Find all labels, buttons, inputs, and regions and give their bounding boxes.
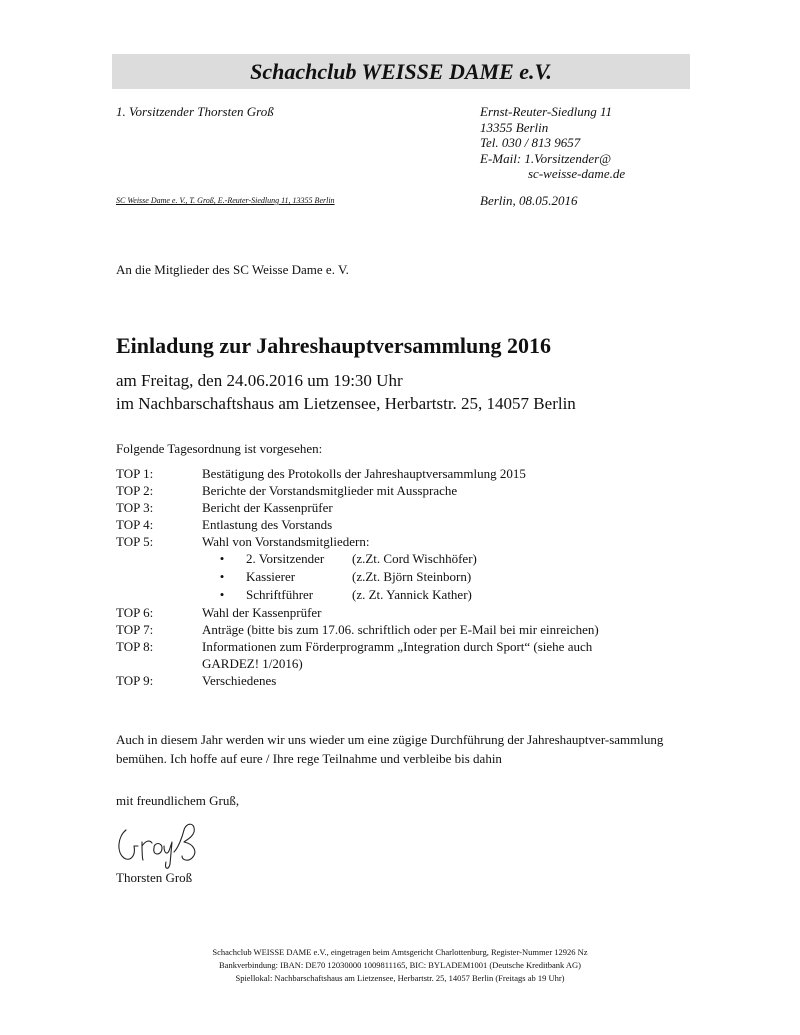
agenda-item bbox=[116, 638, 682, 672]
election-item bbox=[202, 568, 682, 586]
address-phone: Tel. 030 / 813 9657 bbox=[480, 135, 581, 150]
letterhead-band bbox=[112, 54, 690, 89]
agenda-label: TOP 4: bbox=[116, 517, 154, 532]
agenda-text: Berichte der Vorstandsmitglieder mit Aussprache bbox=[202, 483, 458, 498]
agenda-item bbox=[116, 482, 682, 499]
invitation-title: Einladung zur Jahreshauptversammlung 2016 bbox=[116, 333, 551, 358]
sender-name: 1. Vorsitzender Thorsten Groß bbox=[116, 104, 274, 119]
agenda-item bbox=[116, 672, 682, 689]
agenda-item bbox=[116, 621, 682, 638]
agenda-item bbox=[116, 604, 682, 621]
footer-line-3: Spiellokal: Nachbarschaftshaus am Lietzensee, Herbartstr. 25, 14057 Berlin (Freitags ab 19 Uhr) bbox=[235, 973, 565, 983]
agenda-intro: Folgende Tagesordnung ist vorgesehen: bbox=[116, 441, 323, 456]
return-address-line: SC Weisse Dame e. V., T. Groß, E.-Reuter-Siedlung 11, 13355 Berlin bbox=[116, 196, 335, 205]
invitation-venue: im Nachbarschaftshaus am Lietzensee, Herbartstr. 25, 14057 Berlin bbox=[116, 394, 576, 413]
election-holder: (z.Zt. Cord Wischhöfer) bbox=[352, 551, 477, 566]
address-email-2: sc-weisse-dame.de bbox=[528, 166, 626, 181]
greeting: mit freundlichem Gruß, bbox=[116, 793, 240, 808]
election-holder: (z.Zt. Björn Steinborn) bbox=[352, 569, 472, 584]
election-role: Schriftführer bbox=[246, 587, 314, 602]
agenda-label: TOP 9: bbox=[116, 673, 154, 688]
agenda-item bbox=[116, 465, 682, 482]
agenda-label: TOP 5: bbox=[116, 534, 154, 549]
agenda-item bbox=[116, 499, 682, 516]
agenda-label: TOP 6: bbox=[116, 605, 154, 620]
election-role: 2. Vorsitzender bbox=[246, 551, 325, 566]
agenda-label: TOP 2: bbox=[116, 483, 154, 498]
agenda-label: TOP 3: bbox=[116, 500, 154, 515]
agenda-item bbox=[116, 516, 682, 533]
agenda-text: Verschiedenes bbox=[202, 673, 277, 688]
address-email-1: E-Mail: 1.Vorsitzender@ bbox=[480, 150, 612, 166]
election-item bbox=[202, 586, 682, 604]
footer bbox=[100, 946, 700, 985]
address-street: Ernst-Reuter-Siedlung 11 bbox=[480, 104, 612, 119]
election-role: Kassierer bbox=[246, 569, 296, 584]
bullet: • bbox=[219, 551, 225, 566]
address-block bbox=[480, 104, 625, 182]
agenda-text: Bericht der Kassenprüfer bbox=[202, 500, 333, 515]
bullet: • bbox=[219, 587, 225, 602]
election-list bbox=[202, 550, 682, 604]
agenda-label: TOP 8: bbox=[116, 639, 154, 654]
letter-date: Berlin, 08.05.2016 bbox=[480, 193, 578, 208]
election-holder: (z. Zt. Yannick Kather) bbox=[352, 587, 472, 602]
agenda-list bbox=[116, 465, 682, 689]
footer-line-2: Bankverbindung: IBAN: DE70 12030000 1009811165, BIC: BYLADEM1001 (Deutsche Kreditbank AG) bbox=[219, 960, 581, 970]
agenda-label: TOP 7: bbox=[116, 622, 154, 637]
signatory-name: Thorsten Groß bbox=[116, 870, 193, 885]
bullet: • bbox=[219, 569, 225, 584]
recipient-line: An die Mitglieder des SC Weisse Dame e. V. bbox=[116, 262, 349, 277]
closing-paragraph: Auch in diesem Jahr werden wir uns wieder um eine zügige Durchführung der Jahreshauptver-sammlung bemühen. Ich hoffe auf eure / Ihre rege Teilnahme und verbleibe bis dahin bbox=[116, 732, 664, 766]
agenda-text: Informationen zum Förderprogramm „Integration durch Sport“ (siehe auch GARDEZ! 1/2016) bbox=[202, 639, 593, 671]
signature-image bbox=[112, 812, 208, 872]
agenda-text: Bestätigung des Protokolls der Jahreshauptversammlung 2015 bbox=[202, 466, 526, 481]
agenda-text: Entlastung des Vorstands bbox=[202, 517, 333, 532]
address-city: 13355 Berlin bbox=[480, 119, 549, 135]
agenda-text: Wahl der Kassenprüfer bbox=[202, 605, 322, 620]
club-name-title: Schachclub WEISSE DAME e.V. bbox=[250, 59, 552, 84]
agenda-label: TOP 1: bbox=[116, 466, 154, 481]
footer-line-1: Schachclub WEISSE DAME e.V., eingetragen beim Amtsgericht Charlottenburg, Register-Nummer 12926 Nz bbox=[212, 947, 588, 957]
invitation-date: am Freitag, den 24.06.2016 um 19:30 Uhr bbox=[116, 371, 403, 390]
agenda-text: Anträge (bitte bis zum 17.06. schriftlich oder per E-Mail bei mir einreichen) bbox=[202, 622, 599, 637]
agenda-text: Wahl von Vorstandsmitgliedern: bbox=[202, 534, 370, 549]
agenda-item bbox=[116, 533, 682, 550]
election-item bbox=[202, 550, 682, 568]
